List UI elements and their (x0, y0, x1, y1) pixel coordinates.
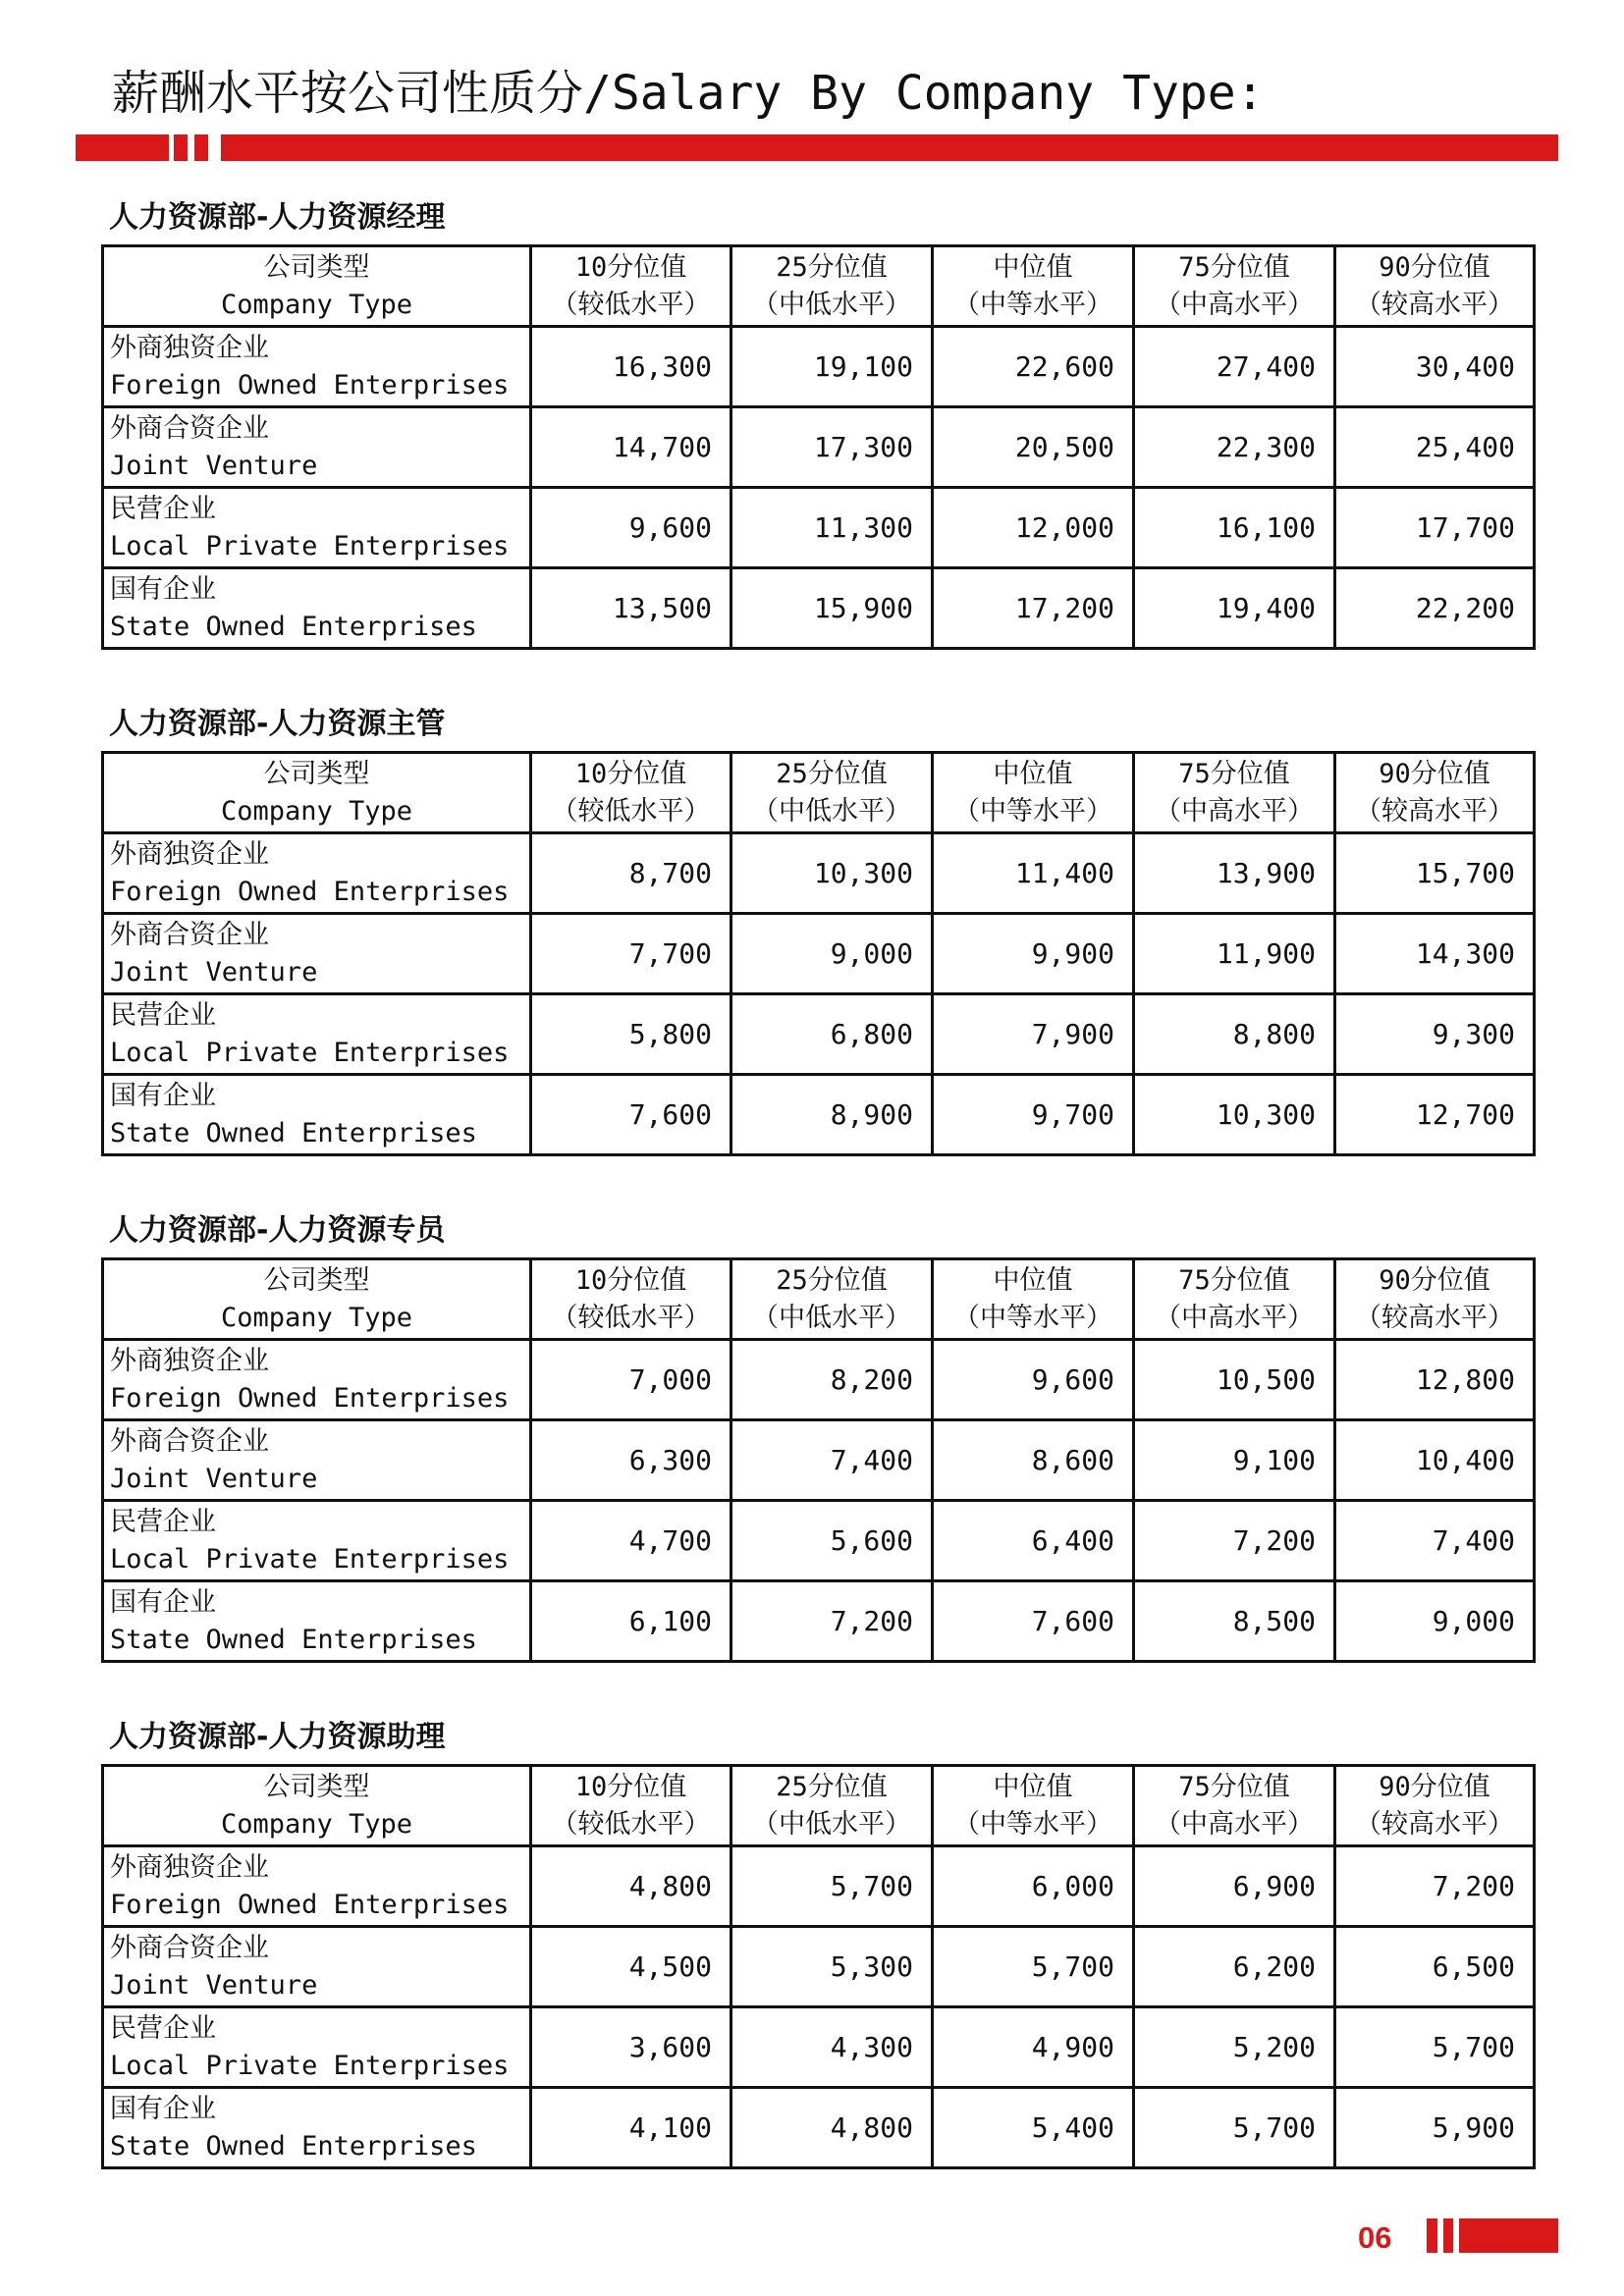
company-type-cell (103, 2088, 531, 2168)
p75-header (1134, 753, 1335, 833)
salary-cell: 6,100 (531, 1581, 731, 1662)
column-header-line1: 75分位值 (1178, 758, 1290, 789)
company-type-zh: 外商合资企业 (110, 1425, 269, 1457)
company-type-header-zh: 公司类型 (263, 251, 370, 283)
company-type-header (103, 1259, 531, 1340)
salary-table (101, 751, 1536, 1156)
salary-cell: 5,200 (1134, 2007, 1335, 2088)
table-header-row (103, 1259, 1535, 1340)
salary-cell: 14,300 (1335, 914, 1535, 994)
salary-cell: 5,700 (731, 1846, 933, 1927)
salary-cell: 6,200 (1134, 1927, 1335, 2007)
column-header-line1: 10分位值 (574, 1771, 687, 1802)
salary-cell: 6,900 (1134, 1846, 1335, 1927)
column-header-line2: （中低水平） (752, 1302, 911, 1333)
column-header-line1: 90分位值 (1379, 1771, 1490, 1802)
table-row (103, 568, 1535, 649)
salary-cell: 10,300 (731, 833, 933, 914)
company-type-zh: 民营企业 (110, 2012, 216, 2044)
section-title: 人力资源部-人力资源经理 (109, 200, 446, 235)
salary-cell: 25,400 (1335, 407, 1535, 488)
company-type-header (103, 753, 531, 833)
salary-cell: 12,000 (933, 488, 1134, 568)
p10-header (531, 1766, 731, 1846)
salary-cell: 9,300 (1335, 994, 1535, 1075)
column-header-line1: 25分位值 (776, 1264, 888, 1296)
column-header-line1: 中位值 (993, 1264, 1073, 1296)
salary-cell: 19,400 (1134, 568, 1335, 649)
salary-cell: 30,400 (1335, 327, 1535, 407)
company-type-en: Joint Venture (110, 1969, 318, 2001)
header-band-segment-2 (174, 134, 188, 161)
company-type-zh: 国有企业 (110, 1586, 216, 1618)
company-type-cell (103, 1501, 531, 1581)
header-band-segment-5 (234, 134, 1558, 161)
salary-cell: 5,600 (731, 1501, 933, 1581)
column-header-line1: 中位值 (993, 251, 1073, 283)
salary-cell: 17,200 (933, 568, 1134, 649)
salary-cell: 7,700 (531, 914, 731, 994)
salary-cell: 22,300 (1134, 407, 1335, 488)
company-type-zh: 外商合资企业 (110, 919, 269, 950)
table-row (103, 1927, 1535, 2007)
salary-cell: 4,900 (933, 2007, 1134, 2088)
company-type-en: State Owned Enterprises (110, 2130, 477, 2162)
salary-cell: 9,000 (1335, 1581, 1535, 1662)
salary-cell: 15,700 (1335, 833, 1535, 914)
salary-cell: 10,300 (1134, 1075, 1335, 1155)
company-type-header-en: Company Type (220, 1302, 413, 1333)
footer-block-segment-2 (1443, 2218, 1453, 2253)
company-type-cell (103, 994, 531, 1075)
footer-block-segment-3 (1459, 2218, 1558, 2253)
salary-cell: 10,500 (1134, 1340, 1335, 1420)
salary-cell: 5,700 (1335, 2007, 1535, 2088)
column-header-line1: 25分位值 (776, 758, 888, 789)
column-header-line1: 90分位值 (1379, 251, 1490, 283)
salary-cell: 5,900 (1335, 2088, 1535, 2168)
salary-table (101, 244, 1536, 650)
salary-cell: 7,200 (1134, 1501, 1335, 1581)
footer-block-segment-1 (1427, 2218, 1437, 2253)
company-type-cell (103, 914, 531, 994)
company-type-zh: 国有企业 (110, 573, 216, 605)
salary-cell: 19,100 (731, 327, 933, 407)
salary-cell: 17,300 (731, 407, 933, 488)
section-title: 人力资源部-人力资源专员 (109, 1213, 446, 1248)
column-header-line2: （中高水平） (1155, 1302, 1314, 1333)
company-type-header (103, 1766, 531, 1846)
median-header (933, 753, 1134, 833)
p90-header (1335, 753, 1535, 833)
salary-cell: 12,800 (1335, 1340, 1535, 1420)
column-header-line1: 中位值 (993, 758, 1073, 789)
column-header-line2: （较高水平） (1355, 1302, 1514, 1333)
company-type-cell (103, 2007, 531, 2088)
salary-cell: 5,700 (1134, 2088, 1335, 2168)
salary-cell: 17,700 (1335, 488, 1535, 568)
company-type-cell (103, 1581, 531, 1662)
salary-cell: 7,000 (531, 1340, 731, 1420)
table-header-row (103, 1766, 1535, 1846)
company-type-zh: 外商独资企业 (110, 1345, 269, 1376)
company-type-header-zh: 公司类型 (263, 1771, 370, 1802)
table-row (103, 914, 1535, 994)
table-row (103, 2088, 1535, 2168)
column-header-line2: （中等水平） (953, 1302, 1112, 1333)
salary-cell: 8,200 (731, 1340, 933, 1420)
company-type-en: State Owned Enterprises (110, 1624, 477, 1655)
company-type-zh: 外商独资企业 (110, 1851, 269, 1883)
company-type-cell (103, 1420, 531, 1501)
company-type-cell (103, 1340, 531, 1420)
p75-header (1134, 246, 1335, 327)
company-type-en: State Owned Enterprises (110, 1117, 477, 1148)
table-row (103, 1340, 1535, 1420)
salary-cell: 7,900 (933, 994, 1134, 1075)
salary-cell: 7,600 (531, 1075, 731, 1155)
salary-table (101, 1257, 1536, 1663)
salary-cell: 8,900 (731, 1075, 933, 1155)
salary-cell: 7,400 (731, 1420, 933, 1501)
salary-cell: 9,600 (531, 488, 731, 568)
salary-cell: 8,500 (1134, 1581, 1335, 1662)
salary-cell: 6,400 (933, 1501, 1134, 1581)
salary-cell: 6,300 (531, 1420, 731, 1501)
company-type-cell (103, 488, 531, 568)
salary-cell: 3,600 (531, 2007, 731, 2088)
company-type-en: Joint Venture (110, 450, 318, 481)
column-header-line2: （中低水平） (752, 289, 911, 320)
table-row (103, 327, 1535, 407)
salary-cell: 4,100 (531, 2088, 731, 2168)
salary-cell: 4,500 (531, 1927, 731, 2007)
company-type-zh: 民营企业 (110, 493, 216, 524)
column-header-line1: 90分位值 (1379, 758, 1490, 789)
salary-cell: 22,200 (1335, 568, 1535, 649)
table-header-row (103, 246, 1535, 327)
salary-cell: 4,800 (531, 1846, 731, 1927)
header-band-segment-3 (194, 134, 208, 161)
salary-cell: 10,400 (1335, 1420, 1535, 1501)
company-type-header (103, 246, 531, 327)
median-header (933, 1259, 1134, 1340)
salary-cell: 6,500 (1335, 1927, 1535, 2007)
p90-header (1335, 1766, 1535, 1846)
company-type-zh: 外商独资企业 (110, 332, 269, 363)
salary-cell: 7,200 (1335, 1846, 1535, 1927)
salary-cell: 11,400 (933, 833, 1134, 914)
company-type-en: Local Private Enterprises (110, 2050, 510, 2081)
company-type-cell (103, 407, 531, 488)
salary-cell: 8,800 (1134, 994, 1335, 1075)
company-type-en: Foreign Owned Enterprises (110, 1889, 510, 1920)
salary-cell: 5,400 (933, 2088, 1134, 2168)
salary-cell: 8,600 (933, 1420, 1134, 1501)
salary-cell: 9,100 (1134, 1420, 1335, 1501)
salary-cell: 13,500 (531, 568, 731, 649)
salary-cell: 9,700 (933, 1075, 1134, 1155)
company-type-en: Foreign Owned Enterprises (110, 1382, 510, 1414)
salary-cell: 6,800 (731, 994, 933, 1075)
company-type-zh: 外商合资企业 (110, 1932, 269, 1963)
company-type-cell (103, 833, 531, 914)
company-type-zh: 民营企业 (110, 999, 216, 1031)
p25-header (731, 246, 933, 327)
company-type-zh: 外商独资企业 (110, 838, 269, 870)
company-type-header-zh: 公司类型 (263, 1264, 370, 1296)
table-row (103, 407, 1535, 488)
page-number: 06 (1358, 2220, 1392, 2255)
salary-cell: 9,900 (933, 914, 1134, 994)
company-type-zh: 民营企业 (110, 1506, 216, 1537)
table-row (103, 1075, 1535, 1155)
column-header-line1: 10分位值 (574, 1264, 687, 1296)
p25-header (731, 1259, 933, 1340)
company-type-en: Local Private Enterprises (110, 530, 510, 561)
salary-cell: 11,300 (731, 488, 933, 568)
company-type-header-en: Company Type (220, 289, 413, 320)
salary-cell: 4,800 (731, 2088, 933, 2168)
salary-cell: 6,000 (933, 1846, 1134, 1927)
salary-cell: 16,300 (531, 327, 731, 407)
column-header-line1: 75分位值 (1178, 1771, 1290, 1802)
p10-header (531, 1259, 731, 1340)
salary-cell: 9,600 (933, 1340, 1134, 1420)
column-header-line1: 75分位值 (1178, 251, 1290, 283)
salary-cell: 20,500 (933, 407, 1134, 488)
section-title: 人力资源部-人力资源主管 (109, 707, 446, 741)
column-header-line2: （中低水平） (752, 1808, 911, 1840)
column-header-line2: （较高水平） (1355, 795, 1514, 827)
p90-header (1335, 246, 1535, 327)
column-header-line2: （较低水平） (551, 795, 711, 827)
column-header-line2: （较低水平） (551, 1808, 711, 1840)
salary-cell: 7,400 (1335, 1501, 1535, 1581)
salary-cell: 5,800 (531, 994, 731, 1075)
column-header-line2: （中高水平） (1155, 289, 1314, 320)
company-type-en: Foreign Owned Enterprises (110, 876, 510, 907)
salary-cell: 7,600 (933, 1581, 1134, 1662)
company-type-en: Local Private Enterprises (110, 1543, 510, 1575)
company-type-header-en: Company Type (220, 795, 413, 827)
salary-cell: 13,900 (1134, 833, 1335, 914)
median-header (933, 1766, 1134, 1846)
company-type-zh: 国有企业 (110, 1080, 216, 1111)
salary-cell: 27,400 (1134, 327, 1335, 407)
table-header-row (103, 753, 1535, 833)
column-header-line2: （中低水平） (752, 795, 911, 827)
p10-header (531, 753, 731, 833)
company-type-en: Foreign Owned Enterprises (110, 369, 510, 400)
salary-cell: 5,700 (933, 1927, 1134, 2007)
p75-header (1134, 1766, 1335, 1846)
column-header-line2: （中等水平） (953, 289, 1112, 320)
company-type-header-zh: 公司类型 (263, 758, 370, 789)
table-row (103, 833, 1535, 914)
median-header (933, 246, 1134, 327)
table-row (103, 2007, 1535, 2088)
company-type-cell (103, 1927, 531, 2007)
column-header-line2: （较低水平） (551, 1302, 711, 1333)
column-header-line1: 75分位值 (1178, 1264, 1290, 1296)
salary-cell: 11,900 (1134, 914, 1335, 994)
salary-cell: 5,300 (731, 1927, 933, 2007)
company-type-cell (103, 568, 531, 649)
company-type-header-en: Company Type (220, 1808, 413, 1840)
column-header-line1: 25分位值 (776, 251, 888, 283)
salary-cell: 4,700 (531, 1501, 731, 1581)
column-header-line2: （较高水平） (1355, 1808, 1514, 1840)
company-type-cell (103, 327, 531, 407)
table-row (103, 1846, 1535, 1927)
company-type-cell (103, 1075, 531, 1155)
column-header-line1: 25分位值 (776, 1771, 888, 1802)
column-header-line2: （中等水平） (953, 1808, 1112, 1840)
section-title: 人力资源部-人力资源助理 (109, 1720, 446, 1754)
p25-header (731, 753, 933, 833)
company-type-zh: 外商合资企业 (110, 412, 269, 444)
column-header-line1: 90分位值 (1379, 1264, 1490, 1296)
company-type-zh: 国有企业 (110, 2093, 216, 2124)
p25-header (731, 1766, 933, 1846)
table-row (103, 994, 1535, 1075)
salary-table (101, 1764, 1536, 2169)
column-header-line2: （较低水平） (551, 289, 711, 320)
salary-cell: 16,100 (1134, 488, 1335, 568)
company-type-en: Joint Venture (110, 1463, 318, 1494)
salary-cell: 4,300 (731, 2007, 933, 2088)
company-type-en: State Owned Enterprises (110, 611, 477, 642)
salary-cell: 9,000 (731, 914, 933, 994)
p10-header (531, 246, 731, 327)
salary-cell: 15,900 (731, 568, 933, 649)
header-band-segment-1 (76, 134, 169, 161)
table-row (103, 1501, 1535, 1581)
column-header-line2: （中高水平） (1155, 1808, 1314, 1840)
p75-header (1134, 1259, 1335, 1340)
table-row (103, 1581, 1535, 1662)
column-header-line1: 10分位值 (574, 758, 687, 789)
table-row (103, 488, 1535, 568)
company-type-cell (103, 1846, 531, 1927)
company-type-en: Joint Venture (110, 956, 318, 988)
column-header-line1: 10分位值 (574, 251, 687, 283)
page-title: 薪酬水平按公司性质分/Salary By Company Type: (112, 66, 1265, 121)
salary-cell: 12,700 (1335, 1075, 1535, 1155)
p90-header (1335, 1259, 1535, 1340)
salary-cell: 22,600 (933, 327, 1134, 407)
salary-cell: 7,200 (731, 1581, 933, 1662)
company-type-en: Local Private Enterprises (110, 1037, 510, 1068)
salary-cell: 14,700 (531, 407, 731, 488)
column-header-line2: （较高水平） (1355, 289, 1514, 320)
column-header-line2: （中等水平） (953, 795, 1112, 827)
column-header-line2: （中高水平） (1155, 795, 1314, 827)
column-header-line1: 中位值 (993, 1771, 1073, 1802)
table-row (103, 1420, 1535, 1501)
salary-cell: 8,700 (531, 833, 731, 914)
